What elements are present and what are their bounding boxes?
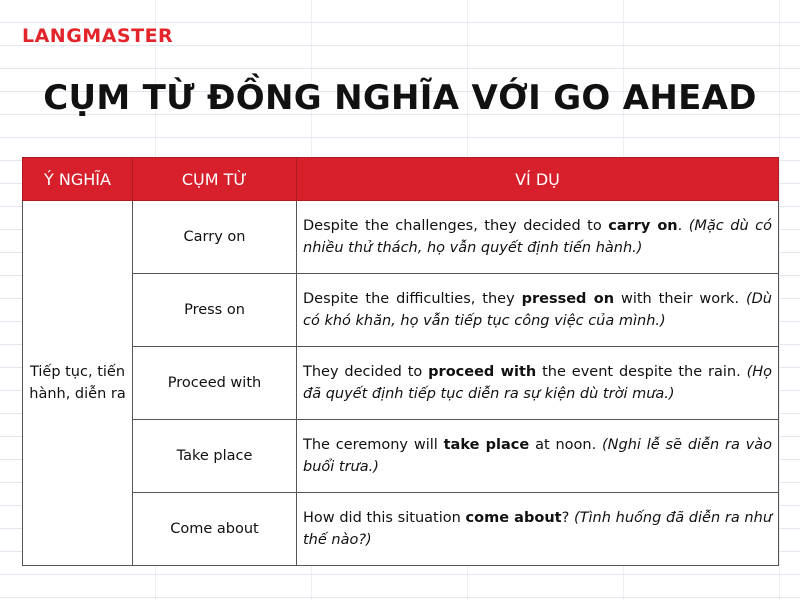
phrase-cell: Proceed with: [133, 347, 297, 420]
header-example: VÍ DỤ: [297, 158, 779, 201]
table-row: [23, 420, 779, 493]
example-text: Despite the challenges, they decided to: [303, 218, 609, 234]
synonym-table: [22, 157, 779, 566]
example-translation: (Mặc dù có nhiều thử thách, họ vẫn quyết định tiến hành.): [303, 218, 773, 256]
header-phrase: CỤM TỪ: [133, 158, 297, 201]
phrase-cell: Come about: [133, 493, 297, 566]
example-translation: (Tình huống đã diễn ra như thế nào?): [303, 510, 773, 548]
example-translation: (Dù có khó khăn, họ vẫn tiếp tục công việc của mình.): [303, 291, 772, 329]
table-row: [23, 274, 779, 347]
page-title: CỤM TỪ ĐỒNG NGHĨA VỚI GO AHEAD: [43, 78, 757, 118]
example-keyword: proceed with: [428, 364, 537, 380]
example-translation: (Nghi lễ sẽ diễn ra vào buổi trưa.): [303, 437, 772, 475]
example-text: ?: [561, 510, 574, 526]
example-text: the event despite the rain.: [536, 364, 747, 380]
example-text: .: [677, 218, 689, 234]
example-translation: (Họ đã quyết định tiếp tục diễn ra sự kiện dù trời mưa.): [303, 364, 772, 402]
example-text: They decided to: [303, 364, 429, 380]
example-text: Despite the difficulties, they: [303, 291, 522, 307]
example-cell: [297, 420, 779, 493]
example-cell: [297, 201, 779, 274]
brand-logo: LANGMASTER: [22, 25, 174, 47]
table-row: [23, 201, 779, 274]
example-keyword: come about: [465, 510, 562, 526]
example-text: The ceremony will: [303, 437, 444, 453]
example-cell: [297, 347, 779, 420]
example-cell: [297, 493, 779, 566]
example-cell: [297, 274, 779, 347]
table-row: [23, 493, 779, 566]
example-text: with their work.: [614, 291, 746, 307]
example-keyword: pressed on: [521, 291, 615, 307]
example-text: at noon.: [529, 437, 603, 453]
header-meaning: Ý NGHĨA: [23, 158, 133, 201]
table-header-row: [23, 158, 779, 201]
example-keyword: take place: [443, 437, 530, 453]
meaning-cell: Tiếp tục, tiến hành, diễn ra: [23, 201, 133, 566]
example-text: How did this situation: [303, 510, 466, 526]
phrase-cell: Press on: [133, 274, 297, 347]
phrase-cell: Take place: [133, 420, 297, 493]
table-row: [23, 347, 779, 420]
example-keyword: carry on: [608, 218, 678, 234]
phrase-cell: Carry on: [133, 201, 297, 274]
